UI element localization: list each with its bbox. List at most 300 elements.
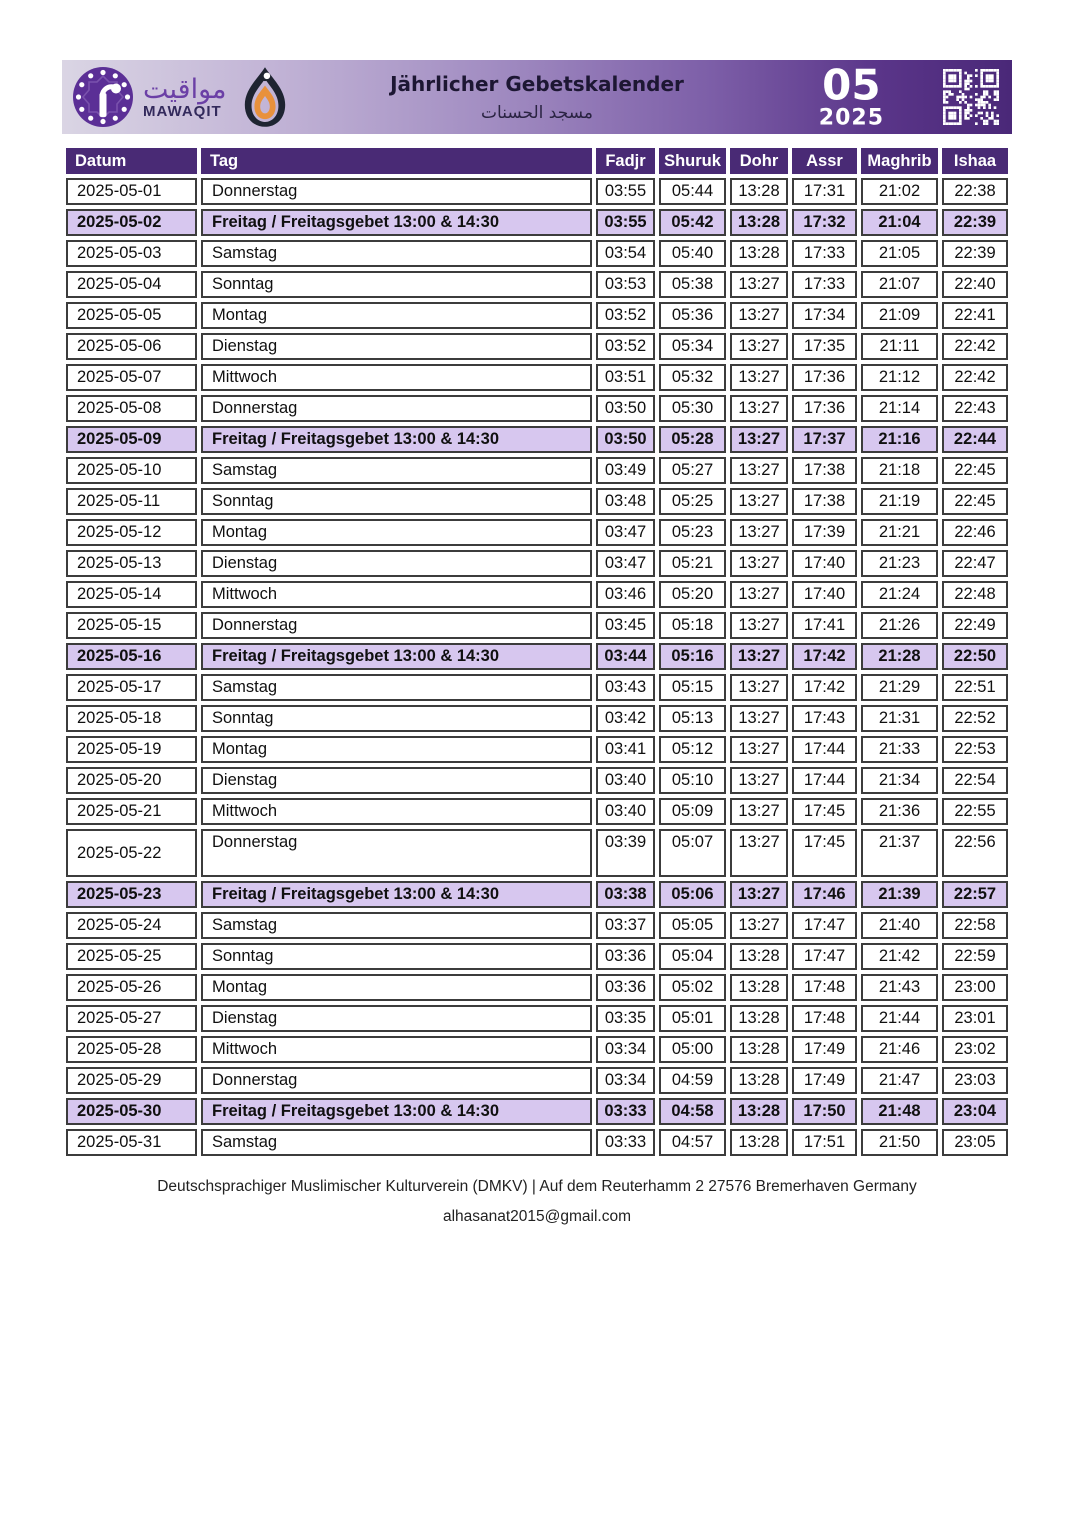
row-time: 17:32: [792, 209, 857, 236]
table-row: [66, 1036, 1008, 1063]
row-time: 13:28: [730, 178, 788, 205]
row-time: 22:38: [942, 178, 1008, 205]
row-day: Donnerstag: [201, 612, 592, 639]
row-time: 22:42: [942, 333, 1008, 360]
row-time: 13:27: [730, 612, 788, 639]
row-day: Dienstag: [201, 333, 592, 360]
table-row: [66, 881, 1008, 908]
row-time: 03:33: [596, 1129, 655, 1156]
row-day: Mittwoch: [201, 581, 592, 608]
row-time: 13:28: [730, 1005, 788, 1032]
col-header-shuruk: Shuruk: [659, 148, 726, 174]
row-day: Freitag / Freitagsgebet 13:00 & 14:30: [201, 643, 592, 670]
table-row: [66, 612, 1008, 639]
row-time: 05:25: [659, 488, 726, 515]
row-time: 03:51: [596, 364, 655, 391]
row-day: Mittwoch: [201, 798, 592, 825]
row-day: Sonntag: [201, 705, 592, 732]
row-date: 2025-05-06: [66, 333, 197, 360]
row-time: 22:49: [942, 612, 1008, 639]
row-time: 13:27: [730, 457, 788, 484]
year-label: 2025: [818, 105, 884, 131]
row-time: 13:27: [730, 705, 788, 732]
row-date: 2025-05-03: [66, 240, 197, 267]
table-row: [66, 488, 1008, 515]
row-time: 23:00: [942, 974, 1008, 1001]
row-time: 17:45: [792, 829, 857, 877]
row-time: 21:04: [861, 209, 938, 236]
row-day: Sonntag: [201, 271, 592, 298]
row-time: 17:37: [792, 426, 857, 453]
row-day: Mittwoch: [201, 1036, 592, 1063]
row-date: 2025-05-19: [66, 736, 197, 763]
row-time: 22:44: [942, 426, 1008, 453]
row-time: 05:00: [659, 1036, 726, 1063]
row-time: 21:28: [861, 643, 938, 670]
row-day: Dienstag: [201, 767, 592, 794]
row-time: 13:27: [730, 912, 788, 939]
row-time: 04:59: [659, 1067, 726, 1094]
row-time: 03:44: [596, 643, 655, 670]
row-time: 05:38: [659, 271, 726, 298]
row-time: 03:43: [596, 674, 655, 701]
row-day: Mittwoch: [201, 364, 592, 391]
row-time: 13:27: [730, 881, 788, 908]
row-time: 17:45: [792, 798, 857, 825]
table-row: [66, 829, 1008, 877]
row-day: Samstag: [201, 457, 592, 484]
row-time: 03:34: [596, 1067, 655, 1094]
row-time: 13:27: [730, 798, 788, 825]
row-time: 13:28: [730, 1098, 788, 1125]
table-row: [66, 395, 1008, 422]
row-time: 03:47: [596, 519, 655, 546]
row-date: 2025-05-27: [66, 1005, 197, 1032]
row-time: 03:52: [596, 302, 655, 329]
row-time: 13:27: [730, 488, 788, 515]
row-time: 17:42: [792, 643, 857, 670]
row-time: 05:36: [659, 302, 726, 329]
mosque-name-arabic: مسجد الحسنات: [481, 102, 593, 123]
row-day: Samstag: [201, 674, 592, 701]
row-time: 13:27: [730, 519, 788, 546]
row-day: Montag: [201, 302, 592, 329]
row-time: 05:04: [659, 943, 726, 970]
row-time: 21:31: [861, 705, 938, 732]
row-time: 22:53: [942, 736, 1008, 763]
row-time: 17:49: [792, 1067, 857, 1094]
row-time: 05:23: [659, 519, 726, 546]
row-time: 13:27: [730, 302, 788, 329]
row-time: 21:33: [861, 736, 938, 763]
row-time: 22:57: [942, 881, 1008, 908]
table-row: [66, 364, 1008, 391]
row-date: 2025-05-08: [66, 395, 197, 422]
row-time: 03:40: [596, 798, 655, 825]
table-row: [66, 519, 1008, 546]
row-time: 22:43: [942, 395, 1008, 422]
row-time: 21:05: [861, 240, 938, 267]
row-time: 22:39: [942, 240, 1008, 267]
mosque-logo-icon: [240, 65, 290, 129]
row-day: Freitag / Freitagsgebet 13:00 & 14:30: [201, 209, 592, 236]
row-time: 17:47: [792, 943, 857, 970]
footer-email: alhasanat2015@gmail.com: [442, 1208, 632, 1225]
row-time: 21:07: [861, 271, 938, 298]
row-time: 13:27: [730, 333, 788, 360]
row-time: 22:51: [942, 674, 1008, 701]
header-band: [62, 60, 1012, 134]
table-row: [66, 333, 1008, 360]
row-time: 17:36: [792, 364, 857, 391]
row-date: 2025-05-28: [66, 1036, 197, 1063]
row-time: 21:48: [861, 1098, 938, 1125]
row-time: 17:38: [792, 488, 857, 515]
row-time: 22:41: [942, 302, 1008, 329]
table-row: [66, 240, 1008, 267]
page-title: Jährlicher Gebetskalender: [390, 71, 684, 96]
row-time: 03:36: [596, 943, 655, 970]
row-time: 17:38: [792, 457, 857, 484]
row-date: 2025-05-23: [66, 881, 197, 908]
row-date: 2025-05-21: [66, 798, 197, 825]
row-date: 2025-05-01: [66, 178, 197, 205]
row-time: 13:28: [730, 974, 788, 1001]
row-time: 17:31: [792, 178, 857, 205]
row-time: 03:52: [596, 333, 655, 360]
row-time: 21:29: [861, 674, 938, 701]
row-time: 03:41: [596, 736, 655, 763]
row-time: 03:50: [596, 426, 655, 453]
row-time: 21:24: [861, 581, 938, 608]
table-row: [66, 550, 1008, 577]
row-time: 21:37: [861, 829, 938, 877]
row-time: 03:40: [596, 767, 655, 794]
row-date: 2025-05-10: [66, 457, 197, 484]
row-time: 23:04: [942, 1098, 1008, 1125]
row-time: 17:42: [792, 674, 857, 701]
row-time: 17:50: [792, 1098, 857, 1125]
row-time: 17:41: [792, 612, 857, 639]
row-time: 17:35: [792, 333, 857, 360]
row-date: 2025-05-13: [66, 550, 197, 577]
row-time: 17:33: [792, 271, 857, 298]
table-row: [66, 798, 1008, 825]
row-date: 2025-05-12: [66, 519, 197, 546]
row-time: 21:19: [861, 488, 938, 515]
col-header-datum: Datum: [66, 148, 197, 174]
table-row: [66, 943, 1008, 970]
row-time: 22:55: [942, 798, 1008, 825]
row-time: 05:12: [659, 736, 726, 763]
row-date: 2025-05-04: [66, 271, 197, 298]
row-time: 21:42: [861, 943, 938, 970]
row-time: 17:40: [792, 550, 857, 577]
row-time: 21:16: [861, 426, 938, 453]
col-header-maghrib: Maghrib: [861, 148, 938, 174]
row-time: 05:13: [659, 705, 726, 732]
col-header-ishaa: Ishaa: [942, 148, 1008, 174]
table-row: [66, 209, 1008, 236]
row-time: 13:28: [730, 240, 788, 267]
row-date: 2025-05-16: [66, 643, 197, 670]
row-time: 21:02: [861, 178, 938, 205]
row-time: 13:28: [730, 209, 788, 236]
row-time: 21:26: [861, 612, 938, 639]
footer-address: Deutschsprachiger Muslimischer Kulturverein (DMKV) | Auf dem Reuterhamm 2 27576 Bremerhaven Germany: [157, 1178, 917, 1195]
row-time: 22:46: [942, 519, 1008, 546]
row-time: 05:34: [659, 333, 726, 360]
row-time: 13:27: [730, 674, 788, 701]
row-time: 17:48: [792, 974, 857, 1001]
row-time: 22:58: [942, 912, 1008, 939]
table-row: [66, 302, 1008, 329]
row-date: 2025-05-29: [66, 1067, 197, 1094]
col-header-fadjr: Fadjr: [596, 148, 655, 174]
row-time: 05:18: [659, 612, 726, 639]
row-date: 2025-05-22: [66, 829, 197, 877]
row-time: 17:48: [792, 1005, 857, 1032]
row-date: 2025-05-31: [66, 1129, 197, 1156]
row-time: 22:52: [942, 705, 1008, 732]
table-row: [66, 1129, 1008, 1156]
prayer-times-table: [62, 144, 1012, 1160]
row-date: 2025-05-15: [66, 612, 197, 639]
row-time: 05:42: [659, 209, 726, 236]
row-time: 03:54: [596, 240, 655, 267]
row-time: 17:51: [792, 1129, 857, 1156]
row-time: 03:49: [596, 457, 655, 484]
row-time: 17:43: [792, 705, 857, 732]
row-date: 2025-05-09: [66, 426, 197, 453]
row-date: 2025-05-14: [66, 581, 197, 608]
table-row: [66, 736, 1008, 763]
col-header-dohr: Dohr: [730, 148, 788, 174]
table-row: [66, 705, 1008, 732]
row-time: 13:27: [730, 829, 788, 877]
row-time: 17:44: [792, 767, 857, 794]
row-time: 05:27: [659, 457, 726, 484]
row-time: 22:56: [942, 829, 1008, 877]
row-time: 13:27: [730, 271, 788, 298]
table-row: [66, 178, 1008, 205]
row-time: 21:40: [861, 912, 938, 939]
row-time: 03:46: [596, 581, 655, 608]
row-time: 05:32: [659, 364, 726, 391]
col-header-assr: Assr: [792, 148, 857, 174]
brand-arabic-label: مواقيت: [143, 73, 227, 105]
row-time: 17:36: [792, 395, 857, 422]
row-time: 17:40: [792, 581, 857, 608]
table-row: [66, 426, 1008, 453]
row-time: 21:18: [861, 457, 938, 484]
row-time: 21:21: [861, 519, 938, 546]
row-time: 05:07: [659, 829, 726, 877]
row-time: 21:47: [861, 1067, 938, 1094]
row-day: Samstag: [201, 1129, 592, 1156]
row-day: Sonntag: [201, 488, 592, 515]
table-row: [66, 1005, 1008, 1032]
row-time: 03:55: [596, 178, 655, 205]
row-time: 13:27: [730, 426, 788, 453]
row-day: Donnerstag: [201, 395, 592, 422]
row-time: 23:02: [942, 1036, 1008, 1063]
table-row: [66, 643, 1008, 670]
row-date: 2025-05-25: [66, 943, 197, 970]
row-time: 22:39: [942, 209, 1008, 236]
row-time: 21:39: [861, 881, 938, 908]
row-time: 03:35: [596, 1005, 655, 1032]
brand-text: [143, 73, 227, 120]
row-time: 05:06: [659, 881, 726, 908]
row-time: 13:28: [730, 943, 788, 970]
row-time: 03:33: [596, 1098, 655, 1125]
row-day: Samstag: [201, 912, 592, 939]
row-day: Montag: [201, 519, 592, 546]
row-time: 05:20: [659, 581, 726, 608]
row-time: 03:36: [596, 974, 655, 1001]
month-block: [818, 60, 884, 131]
row-time: 05:09: [659, 798, 726, 825]
row-date: 2025-05-26: [66, 974, 197, 1001]
table-row: [66, 1098, 1008, 1125]
row-day: Samstag: [201, 240, 592, 267]
row-date: 2025-05-18: [66, 705, 197, 732]
row-date: 2025-05-30: [66, 1098, 197, 1125]
row-date: 2025-05-07: [66, 364, 197, 391]
row-time: 17:33: [792, 240, 857, 267]
row-date: 2025-05-11: [66, 488, 197, 515]
row-time: 21:14: [861, 395, 938, 422]
row-time: 17:44: [792, 736, 857, 763]
row-time: 21:44: [861, 1005, 938, 1032]
row-time: 17:47: [792, 912, 857, 939]
row-time: 03:48: [596, 488, 655, 515]
col-header-tag: Tag: [201, 148, 592, 174]
row-day: Donnerstag: [201, 1067, 592, 1094]
table-row: [66, 767, 1008, 794]
row-time: 22:45: [942, 488, 1008, 515]
row-date: 2025-05-20: [66, 767, 197, 794]
row-day: Sonntag: [201, 943, 592, 970]
row-time: 22:42: [942, 364, 1008, 391]
table-row: [66, 974, 1008, 1001]
row-day: Freitag / Freitagsgebet 13:00 & 14:30: [201, 881, 592, 908]
row-date: 2025-05-02: [66, 209, 197, 236]
row-time: 22:59: [942, 943, 1008, 970]
row-time: 13:27: [730, 736, 788, 763]
row-time: 17:49: [792, 1036, 857, 1063]
row-time: 04:58: [659, 1098, 726, 1125]
month-number: 05: [822, 60, 881, 110]
row-time: 22:50: [942, 643, 1008, 670]
table-row: [66, 581, 1008, 608]
table-row: [66, 271, 1008, 298]
mawaqit-brand: [72, 66, 226, 128]
row-time: 03:42: [596, 705, 655, 732]
row-day: Donnerstag: [201, 178, 592, 205]
row-time: 13:28: [730, 1036, 788, 1063]
calendar-body: [66, 178, 1008, 1156]
row-date: 2025-05-17: [66, 674, 197, 701]
row-time: 05:01: [659, 1005, 726, 1032]
row-time: 03:55: [596, 209, 655, 236]
row-time: 13:28: [730, 1067, 788, 1094]
table-header-row: [66, 148, 1008, 174]
row-day: Freitag / Freitagsgebet 13:00 & 14:30: [201, 1098, 592, 1125]
row-time: 21:50: [861, 1129, 938, 1156]
row-day: Dienstag: [201, 1005, 592, 1032]
row-time: 03:53: [596, 271, 655, 298]
table-row: [66, 1067, 1008, 1094]
row-time: 05:10: [659, 767, 726, 794]
row-time: 13:27: [730, 395, 788, 422]
row-time: 05:21: [659, 550, 726, 577]
qr-code: [943, 69, 999, 125]
row-time: 05:44: [659, 178, 726, 205]
row-time: 13:27: [730, 767, 788, 794]
mawaqit-logo-icon: [72, 66, 134, 128]
row-time: 03:47: [596, 550, 655, 577]
row-day: Freitag / Freitagsgebet 13:00 & 14:30: [201, 426, 592, 453]
row-date: 2025-05-24: [66, 912, 197, 939]
table-row: [66, 457, 1008, 484]
row-time: 21:12: [861, 364, 938, 391]
row-time: 23:03: [942, 1067, 1008, 1094]
brand-latin-label: MAWAQIT: [143, 102, 222, 120]
row-time: 22:54: [942, 767, 1008, 794]
row-time: 04:57: [659, 1129, 726, 1156]
row-date: 2025-05-05: [66, 302, 197, 329]
row-time: 13:27: [730, 643, 788, 670]
row-time: 05:05: [659, 912, 726, 939]
row-time: 05:40: [659, 240, 726, 267]
table-row: [66, 674, 1008, 701]
row-time: 21:23: [861, 550, 938, 577]
row-time: 03:50: [596, 395, 655, 422]
row-time: 22:47: [942, 550, 1008, 577]
row-time: 22:48: [942, 581, 1008, 608]
row-time: 21:36: [861, 798, 938, 825]
row-time: 03:38: [596, 881, 655, 908]
row-time: 13:27: [730, 364, 788, 391]
row-time: 03:37: [596, 912, 655, 939]
row-time: 13:27: [730, 550, 788, 577]
row-time: 17:39: [792, 519, 857, 546]
row-time: 05:16: [659, 643, 726, 670]
row-day: Montag: [201, 974, 592, 1001]
row-day: Dienstag: [201, 550, 592, 577]
row-time: 23:05: [942, 1129, 1008, 1156]
row-day: Montag: [201, 736, 592, 763]
row-time: 05:30: [659, 395, 726, 422]
row-time: 13:28: [730, 1129, 788, 1156]
row-time: 21:09: [861, 302, 938, 329]
row-time: 21:34: [861, 767, 938, 794]
row-time: 21:11: [861, 333, 938, 360]
row-time: 03:34: [596, 1036, 655, 1063]
row-time: 23:01: [942, 1005, 1008, 1032]
row-time: 21:46: [861, 1036, 938, 1063]
row-time: 17:46: [792, 881, 857, 908]
row-time: 05:02: [659, 974, 726, 1001]
row-time: 05:28: [659, 426, 726, 453]
row-time: 03:39: [596, 829, 655, 877]
row-time: 17:34: [792, 302, 857, 329]
row-time: 05:15: [659, 674, 726, 701]
row-time: 03:45: [596, 612, 655, 639]
row-time: 21:43: [861, 974, 938, 1001]
